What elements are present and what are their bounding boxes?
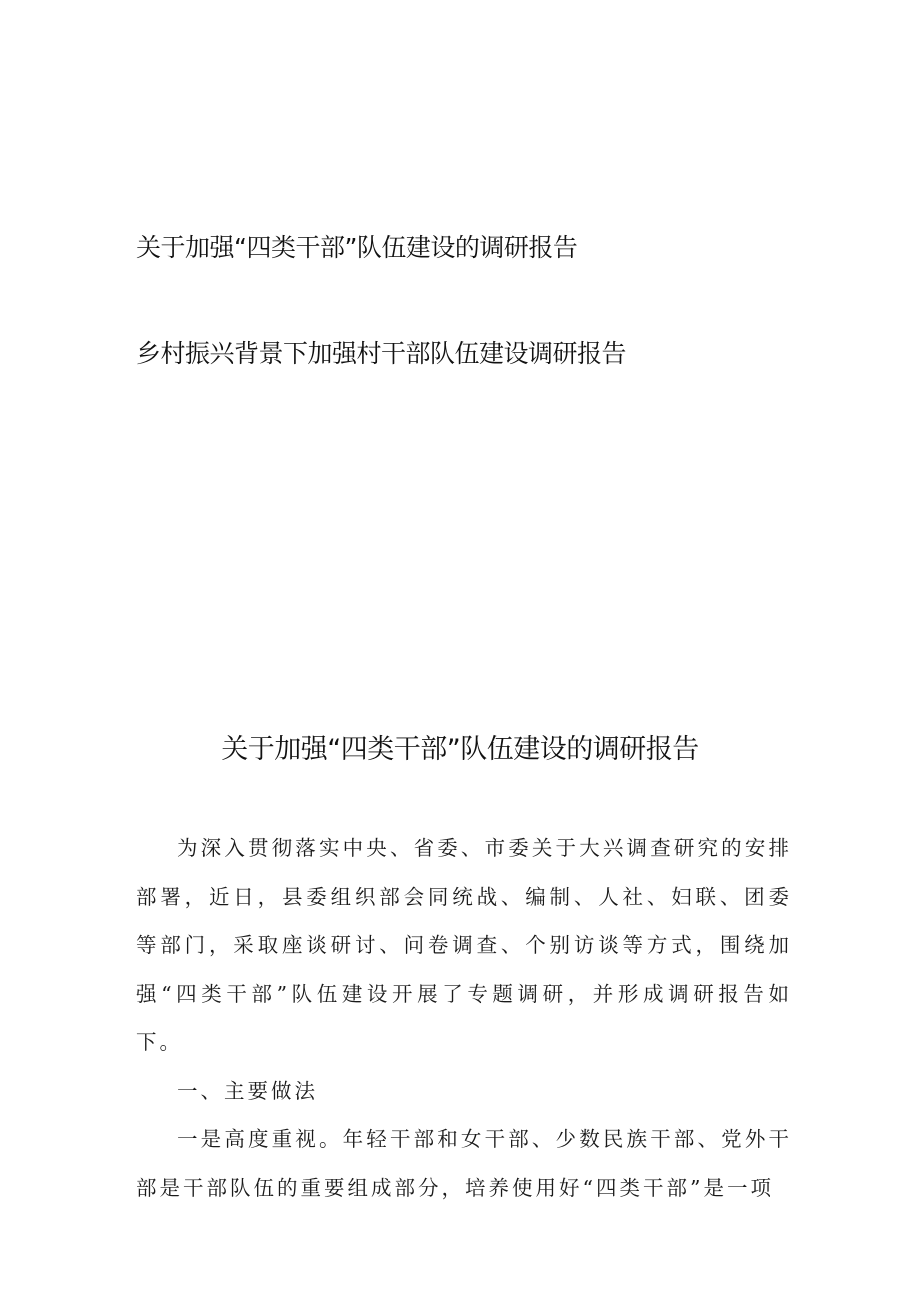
section-heading-main-practices: 一、主要做法 (177, 1078, 318, 1103)
toc-item-2: 乡村振兴背景下加强村干部队伍建设调研报告 (136, 339, 627, 368)
toc-item-1: 关于加强“四类干部”队伍建设的调研报告 (136, 233, 578, 262)
document-body (136, 824, 792, 1212)
paragraph-intro: 为深入贯彻落实中央、省委、市委关于大兴调查研究的安排部署，近日，县委组织部会同统战、编制、人社、妇联、团委等部门，采取座谈研讨、问卷调查、个别访谈等方式，围绕加强“四类干部”队伍建设开展了专题调研，并形成调研报告如下。 (136, 836, 792, 1054)
document-title: 关于加强“四类干部”队伍建设的调研报告 (221, 734, 699, 765)
paragraph-high-attention: 一是高度重视。年轻干部和女干部、少数民族干部、党外干部是干部队伍的重要组成部分，培养使用好“四类干部”是一项 (136, 1127, 792, 1200)
